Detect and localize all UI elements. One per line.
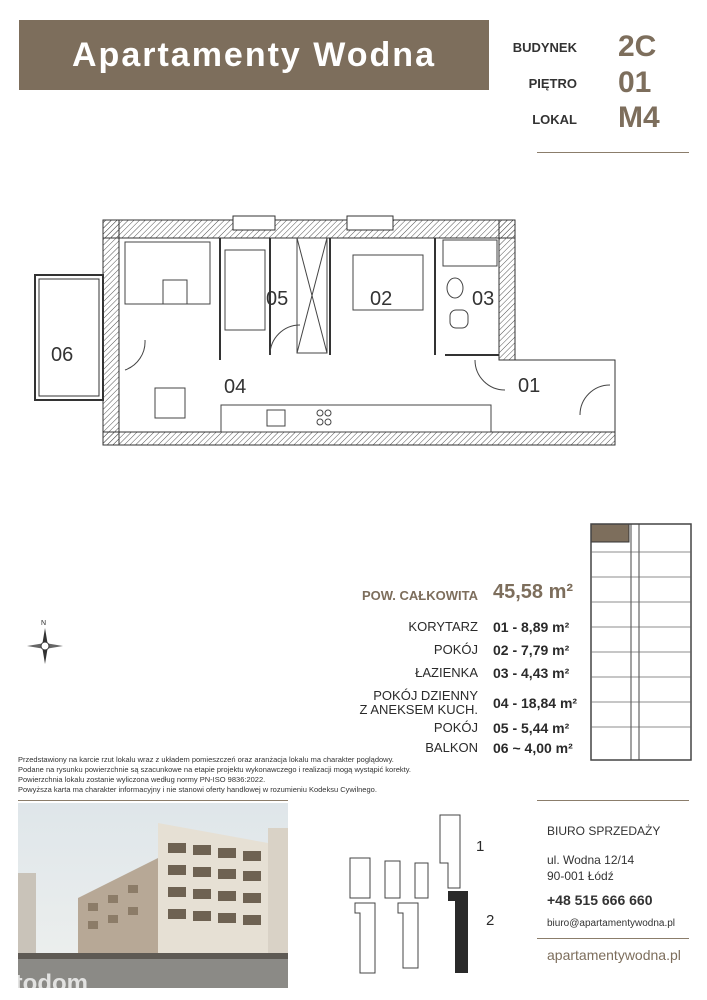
room-label-03: 03 <box>472 288 495 310</box>
area-label-room-05: POKÓJ <box>433 720 478 735</box>
area-value-room-02: 02 - 7,79 m² <box>493 642 570 658</box>
website-link[interactable]: apartamentywodna.pl <box>547 947 681 963</box>
area-label-balcony: BALKON <box>425 740 478 755</box>
sales-office-email[interactable]: biuro@apartamentywodna.pl <box>547 918 676 929</box>
site-plan-label-2: 2 <box>486 912 495 929</box>
sales-office-phone[interactable]: +48 515 666 660 <box>547 892 653 908</box>
project-title-banner <box>19 20 489 90</box>
building-label: BUDYNEK <box>512 40 577 55</box>
total-area-value: 45,58 m² <box>493 581 574 603</box>
area-label-corridor: KORYTARZ <box>408 619 478 634</box>
header-divider <box>537 152 689 153</box>
site-plan <box>300 803 530 988</box>
area-value-bathroom: 03 - 4,43 m² <box>493 665 570 681</box>
building-value: 2C <box>618 30 657 63</box>
room-label-05: 05 <box>266 288 289 310</box>
area-value-room-05: 05 - 5,44 m² <box>493 720 570 736</box>
unit-value: M4 <box>618 101 660 134</box>
sales-office-street: ul. Wodna 12/14 <box>547 853 635 867</box>
area-label-bathroom: ŁAZIENKA <box>415 665 478 680</box>
area-label-living-room-2: Z ANEKSEM KUCH. <box>359 702 478 717</box>
floor-value: 01 <box>618 66 652 99</box>
sales-office-city: 90-001 Łódź <box>547 869 614 883</box>
area-label-living-room: POKÓJ DZIENNY <box>373 688 478 703</box>
area-label-room-02: POKÓJ <box>433 642 478 657</box>
floor-label: PIĘTRO <box>528 76 577 91</box>
area-value-balcony: 06 ~ 4,00 m² <box>493 740 573 756</box>
area-value-corridor: 01 - 8,89 m² <box>493 619 570 635</box>
building-rendering <box>18 803 288 988</box>
project-title: Apartamenty Wodna <box>72 35 436 74</box>
footer-divider-right <box>537 800 689 801</box>
unit-label: LOKAL <box>532 112 577 127</box>
disclaimer: Przedstawiony na karcie rzut lokalu wraz z układem pomieszczeń oraz aranżacja lokalu ma charakter poglądowy. Podane na rysunku powierzchnie są szacunkowe na etapie projektu wykonawczego i realizacji mogą wystąpić korekty. Powierzchnia lokalu zostanie wyliczona według normy PN-ISO 9836:2022. Powyższa karta ma charakter informacyjny i nie stanowi oferty handlowej w rozumieniu Kodeksu Cywilnego. <box>18 755 411 794</box>
room-label-06: 06 <box>51 344 74 366</box>
building-key-plan <box>583 522 693 764</box>
area-value-living-room: 04 - 18,84 m² <box>493 695 578 711</box>
footer-divider-left <box>18 800 288 801</box>
watermark: otodom <box>0 970 88 997</box>
compass-north-label: N <box>41 620 47 627</box>
compass-rose <box>24 622 66 670</box>
site-plan-label-1: 1 <box>476 838 485 855</box>
floor-plan <box>25 210 645 455</box>
sales-office-title: BIURO SPRZEDAŻY <box>547 824 661 838</box>
balcony-outline <box>35 275 103 400</box>
room-label-02: 02 <box>370 288 393 310</box>
total-area-label: POW. CAŁKOWITA <box>361 588 478 603</box>
room-label-01: 01 <box>518 375 541 397</box>
room-label-04: 04 <box>224 376 247 398</box>
contact-divider <box>537 938 689 939</box>
